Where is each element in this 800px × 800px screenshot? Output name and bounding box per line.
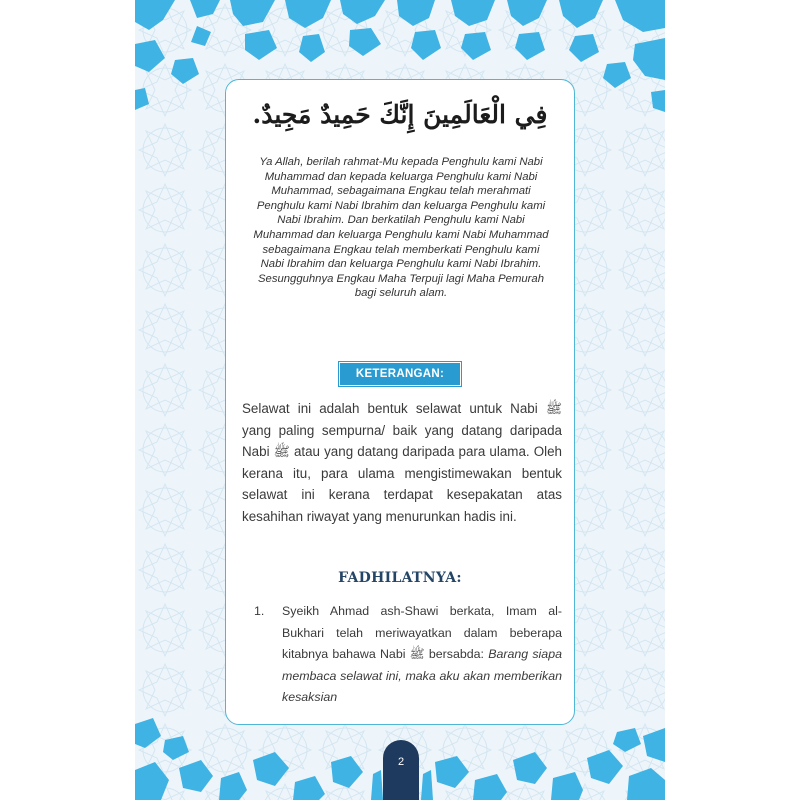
list-item-text	[282, 601, 562, 709]
page-number-tab	[383, 740, 419, 800]
keterangan-badge: KETERANGAN:	[340, 363, 460, 385]
list-item-plain: Syeikh Ahmad ash-Shawi berkata, Imam al-Bukhari telah meriwayatkan dalam beberapa kitabnya bahawa Nabi ﷺ bersabda:	[282, 604, 562, 662]
fadhilat-heading: FADHILATNYA:	[338, 570, 462, 586]
translation-text: Ya Allah, berilah rahmat-Mu kepada Penghulu kami Nabi Muhammad dan kepada keluarga Penghulu kami Nabi Muhammad, sebagaimana Engkau telah merahmati Penghulu kami Nabi Ibrahim dan keluarga Penghulu kami Nabi Ibrahim. Dan berkatilah Penghulu kami Nabi Muhammad dan keluarga Penghulu kami Nabi Muhammad sebagaimana Engkau telah memberkati Penghulu kami Nabi Ibrahim dan keluarga Penghulu kami Nabi Ibrahim. Sesungguhnya Engkau Maha Terpuji lagi Maha Pemurah bagi seluruh alam.	[253, 156, 549, 300]
list-item-italic: Barang siapa membaca selawat ini, maka aku akan memberikan kesaksian	[282, 647, 562, 705]
arabic-verse: فِي الْعَالَمِينَ إِنَّكَ حَمِيدٌ مَجِيدٌ.	[252, 100, 548, 129]
content-card	[225, 79, 575, 725]
keterangan-text: Selawat ini adalah bentuk selawat untuk Nabi ﷺ yang paling sempurna/ baik yang datang daripada Nabi ﷺ atau yang datang daripada para ulama. Oleh kerana itu, para ulama mengistimewakan bentuk selawat ini kerana terdapat kesepakatan atas kesahihan riwayat yang menurunkan hadis ini.	[242, 401, 563, 524]
page-number: 2	[397, 756, 405, 768]
list-item-number: 1.	[254, 604, 265, 618]
book-page	[135, 0, 665, 800]
